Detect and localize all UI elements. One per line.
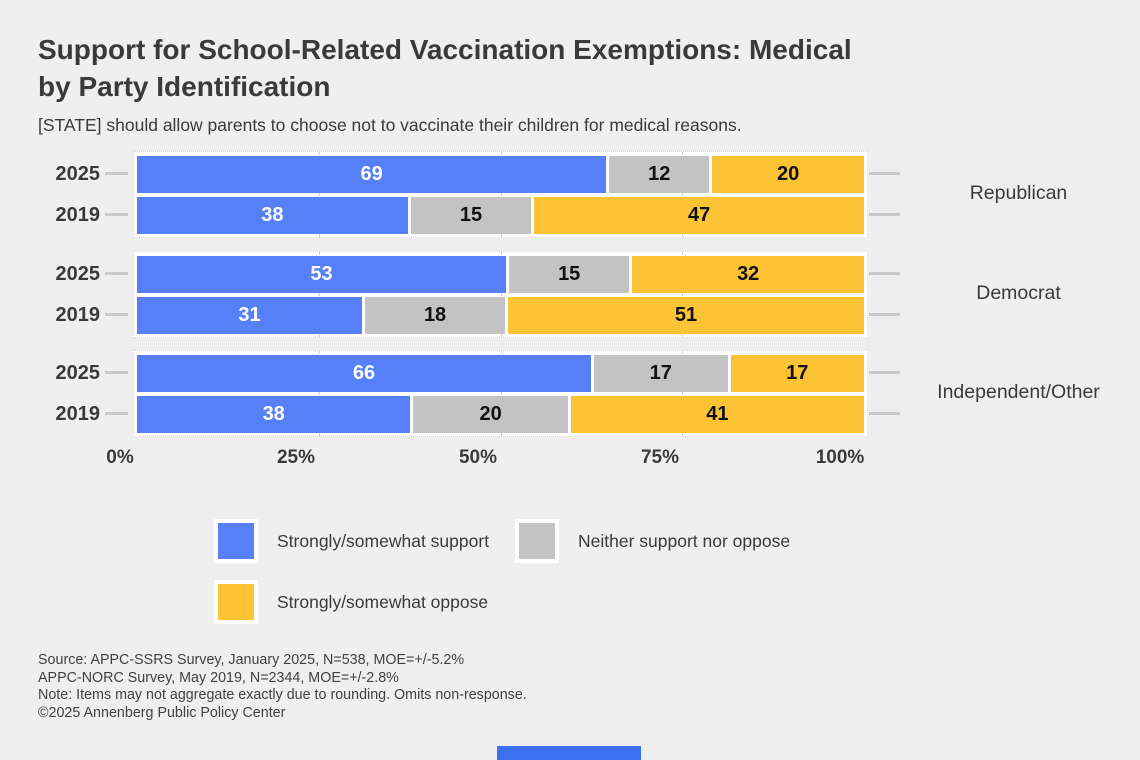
bar-group-independent-other [0,350,1140,437]
bar-segment: 17 [731,355,864,392]
axis-tick-left [105,412,128,415]
bar-segment: 15 [509,256,629,293]
year-label: 2019 [55,304,100,326]
year-label: 2019 [55,403,100,425]
legend-swatch-support [214,519,258,563]
year-label: 2025 [55,263,100,285]
bar-segment: 69 [137,156,606,193]
axis-tick-left [105,213,128,216]
bar-segment: 15 [411,197,531,234]
bar-row-2019 [137,396,864,433]
legend-item-support [214,519,489,563]
axis-tick-right [869,371,900,374]
bar-segment: 20 [413,396,567,433]
legend-swatch-oppose [214,580,258,624]
bar-segment: 66 [137,355,591,392]
chart-panel [133,350,868,437]
bar-row-2025 [137,256,864,293]
bar-segment: 18 [365,297,505,334]
legend-label-oppose: Strongly/somewhat oppose [277,591,489,612]
note-line: Note: Items may not aggregate exactly due to rounding. Omits non-response. [38,687,527,704]
year-label: 2025 [55,163,100,185]
legend-label-neither: Neither support nor oppose [578,530,791,551]
bar-segment: 47 [534,197,864,234]
bar-row-2025 [137,156,864,193]
group-label: Republican [969,182,1068,204]
bar-segment: 20 [712,156,864,193]
source-notes [38,652,527,722]
legend-item-neither [515,519,790,563]
x-axis-label-100%: 100% [815,447,865,468]
axis-tick-right [869,172,900,175]
x-axis-label-75%: 75% [640,447,680,468]
bar-row-2019 [137,297,864,334]
chart-title [38,31,852,105]
chart-title-line1: Support for School-Related Vaccination Exemptions: Medical [38,34,852,65]
axis-tick-left [105,371,128,374]
year-label: 2019 [55,204,100,226]
x-axis-label-50%: 50% [458,447,498,468]
chart-title-line2: by Party Identification [38,71,331,102]
axis-tick-right [869,412,900,415]
chart-panel [133,251,868,338]
axis-tick-left [105,272,128,275]
bar-segment: 53 [137,256,506,293]
bar-segment: 31 [137,297,362,334]
group-label: Independent/Other [937,381,1100,403]
source-line-1: Source: APPC-SSRS Survey, January 2025, N=538, MOE=+/-5.2% [38,652,465,668]
legend-swatch-neither [515,519,559,563]
year-label: 2025 [55,362,100,384]
group-label: Democrat [976,282,1061,304]
axis-tick-right [869,213,900,216]
legend-label-support: Strongly/somewhat support [277,530,490,551]
chart-panel [133,151,868,238]
bar-group-republican [0,151,1140,238]
bar-segment: 12 [609,156,709,193]
x-axis-label-25%: 25% [276,447,316,468]
x-axis-label-0%: 0% [106,447,134,468]
axis-tick-left [105,313,128,316]
bar-group-democrat [0,251,1140,338]
chart-subtitle: [STATE] should allow parents to choose not to vaccinate their children for medical reasons. [38,115,742,135]
bar-segment: 38 [137,396,410,433]
bar-row-2025 [137,355,864,392]
bar-segment: 17 [594,355,727,392]
legend-item-oppose [214,580,488,624]
bar-segment: 32 [632,256,864,293]
bar-segment: 38 [137,197,408,234]
axis-tick-right [869,313,900,316]
bar-segment: 51 [508,297,864,334]
axis-tick-left [105,172,128,175]
bar-segment: 41 [571,396,864,433]
source-line-2: APPC-NORC Survey, May 2019, N=2344, MOE=+/-2.8% [38,669,399,686]
bottom-blue-bar [497,746,641,760]
bar-row-2019 [137,197,864,234]
axis-tick-right [869,272,900,275]
copyright-line: ©2025 Annenberg Public Policy Center [38,704,286,721]
